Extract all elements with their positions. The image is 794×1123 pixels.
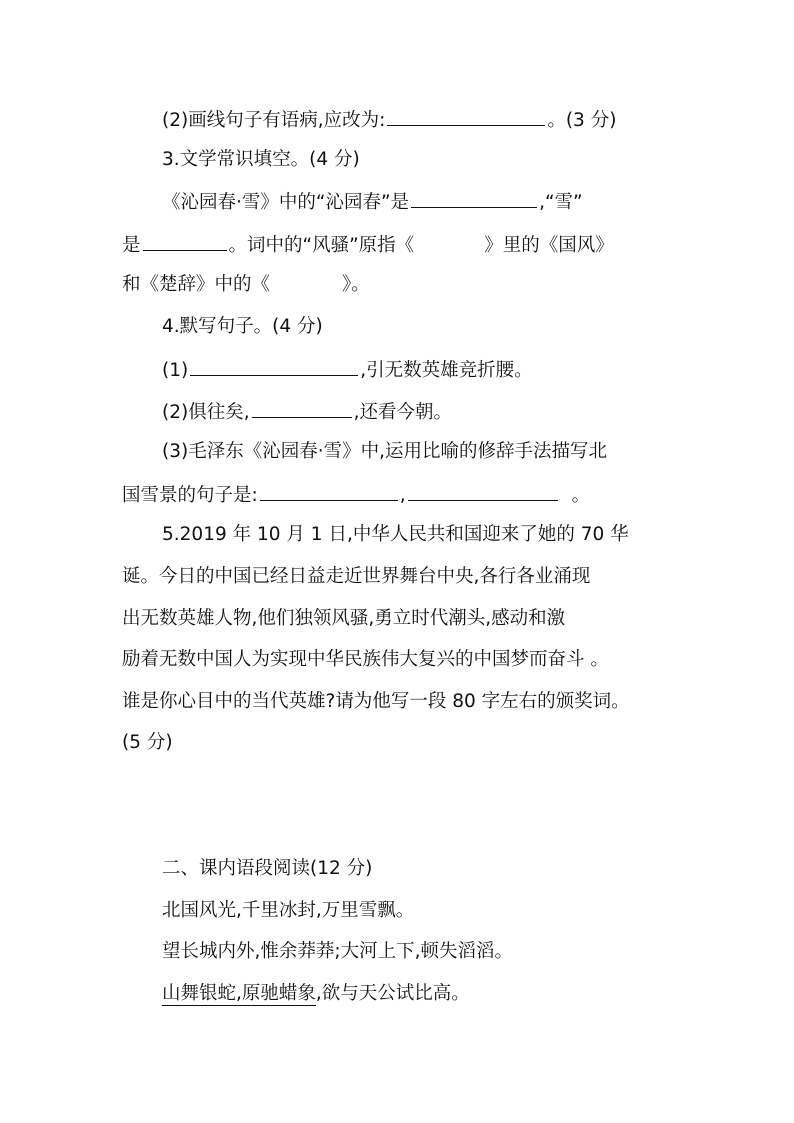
- section-2-title: 二、课内语段阅读(12 分): [162, 858, 373, 879]
- q3-title: 3.文学常识填空。(4 分): [162, 149, 360, 170]
- passage-line-1: 北国风光,千里冰封,万里雪飘。: [162, 900, 415, 921]
- q4-sentence-3-line-1: (3)毛泽东《沁园春·雪》中,运用比喻的修辞手法描写北: [162, 441, 607, 462]
- answer-blank[interactable]: [408, 480, 558, 501]
- passage-line-3: 山舞银蛇,原驰蜡象,欲与天公试比高。: [162, 983, 470, 1004]
- answer-blank[interactable]: [260, 480, 398, 501]
- q4-sentence-1: (1) ,引无数英雄竞折腰。: [162, 355, 722, 385]
- q4-sentence-2: (2)俱往矣, ,还看今朝。: [162, 397, 722, 427]
- q3-line-2: 是 。词中的“风骚”原指《 》里的《国风》: [122, 230, 682, 260]
- passage-line-2: 望长城内外,惟余莽莽;大河上下,顿失滔滔。: [162, 941, 513, 962]
- q3-line-1: 《沁园春·雪》中的“沁园春”是 ,“雪”: [162, 187, 722, 217]
- q5-line-4: 励着无数中国人为实现中华民族伟大复兴的中国梦而奋斗 。: [122, 649, 609, 670]
- q5-line-5: 谁是你心目中的当代英雄?请为他写一段 80 字左右的颁奖词。: [122, 691, 630, 712]
- q3-line-3: 和《楚辞》中的《 》。: [122, 274, 370, 295]
- answer-blank[interactable]: [143, 230, 227, 251]
- answer-blank[interactable]: [411, 187, 537, 208]
- q5-line-2: 诞。今日的中国已经日益走近世界舞台中央,各行各业涌现: [122, 566, 591, 587]
- underlined-sentence: 山舞银蛇,原驰蜡象: [162, 983, 316, 1004]
- answer-blank[interactable]: [190, 355, 358, 376]
- q5-line-1: 5.2019 年 10 月 1 日,中华人民共和国迎来了她的 70 华: [162, 524, 629, 545]
- q4-sentence-3-line-2: 国雪景的句子是: , 。: [122, 480, 682, 510]
- q2-part2-line: (2)画线句子有语病,应改为: 。(3 分): [162, 105, 722, 135]
- answer-blank[interactable]: [387, 105, 545, 126]
- q4-title: 4.默写句子。(4 分): [162, 316, 323, 337]
- answer-blank[interactable]: [252, 397, 352, 418]
- q5-line-6: (5 分): [122, 732, 173, 753]
- q5-line-3: 出无数英雄人物,他们独领风骚,勇立时代潮头,感动和激: [122, 608, 566, 629]
